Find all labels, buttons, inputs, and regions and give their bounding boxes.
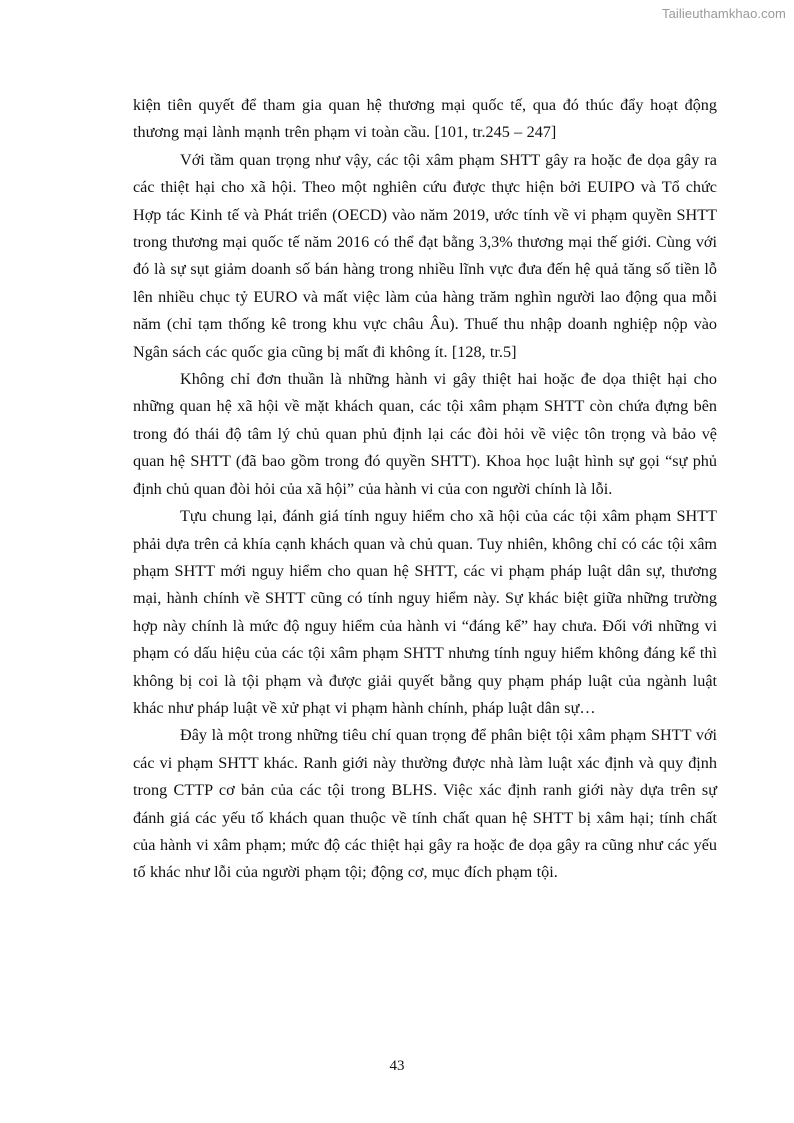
page-number: 43	[389, 1058, 405, 1074]
paragraph-criteria: Đây là một trong những tiêu chí quan trọng để phân biệt tội xâm phạm SHTT với các vi phạm SHTT khác. Ranh giới này thường được nhà làm luật xác định và quy định trong CTTP cơ bản của các tội trong BLHS. Việc xác định ranh giới này dựa trên sự đánh giá các yếu tố khách quan thuộc về tính chất quan hệ SHTT bị xâm hại; tính chất của hành vi xâm phạm; mức độ các thiệt hại gây ra hoặc đe dọa gây ra cũng như các yếu tố khác như lỗi của người phạm tội; động cơ, mục đích phạm tội.	[133, 726, 717, 882]
paragraph-impact: Với tầm quan trọng như vậy, các tội xâm phạm SHTT gây ra hoặc đe dọa gây ra các thiệt hại cho xã hội. Theo một nghiên cứu được thực hiện bởi EUIPO và Tổ chức Hợp tác Kinh tế và Phát triển (OECD) vào năm 2019, ước tính về vi phạm quyền SHTT trong thương mại quốc tế năm 2016 có thể đạt bằng 3,3% thương mại thế giới. Cùng với đó là sự sụt giảm doanh số bán hàng trong nhiều lĩnh vực đưa đến hệ quả tăng số tiền lỗ lên nhiều chục tỷ EURO và mất việc làm của hàng trăm nghìn người lao động qua mỗi năm (chỉ tạm thống kê trong khu vực châu Âu). Thuế thu nhập doanh nghiệp nộp vào Ngân sách các quốc gia cũng bị mất đi không ít. [128, tr.5]	[133, 150, 717, 361]
paragraph-subjective-fault: Không chỉ đơn thuần là những hành vi gây thiệt hai hoặc đe dọa thiệt hại cho những quan hệ xã hội về mặt khách quan, các tội xâm phạm SHTT còn chứa đựng bên trong đó thái độ tâm lý chủ quan phủ định lại các đòi hỏi về việc tôn trọng và bảo vệ quan hệ SHTT (đã bao gồm trong đó quyền SHTT). Khoa học luật hình sự gọi “sự phủ định chủ quan đòi hỏi của xã hội” của hành vi của con người chính là lỗi.	[133, 370, 717, 498]
watermark: Tailieuthamkhao.com	[661, 6, 786, 21]
paragraph-danger-assessment: Tựu chung lại, đánh giá tính nguy hiểm cho xã hội của các tội xâm phạm SHTT phải dựa trên cả khía cạnh khách quan và chủ quan. Tuy nhiên, không chỉ có các tội xâm phạm SHTT mới nguy hiểm cho quan hệ SHTT, các vi phạm pháp luật dân sự, thương mại, hành chính về SHTT cũng có tính nguy hiểm này. Sự khác biệt giữa những trường hợp này chính là mức độ nguy hiểm của hành vi “đáng kể” hay chưa. Đối với những vi phạm có dấu hiệu của các tội xâm phạm SHTT nhưng tính nguy hiểm không đáng kể thì không bị coi là tội phạm và được giải quyết bằng quy phạm pháp luật của ngành luật khác như pháp luật về xử phạt vi phạm hành chính, pháp luật dân sự…	[133, 507, 717, 717]
page-body	[133, 92, 717, 887]
paragraph-continuation: kiện tiên quyết để tham gia quan hệ thương mại quốc tế, qua đó thúc đẩy hoạt động thương mại lành mạnh trên phạm vi toàn cầu. [101, tr.245 – 247]	[133, 96, 717, 142]
